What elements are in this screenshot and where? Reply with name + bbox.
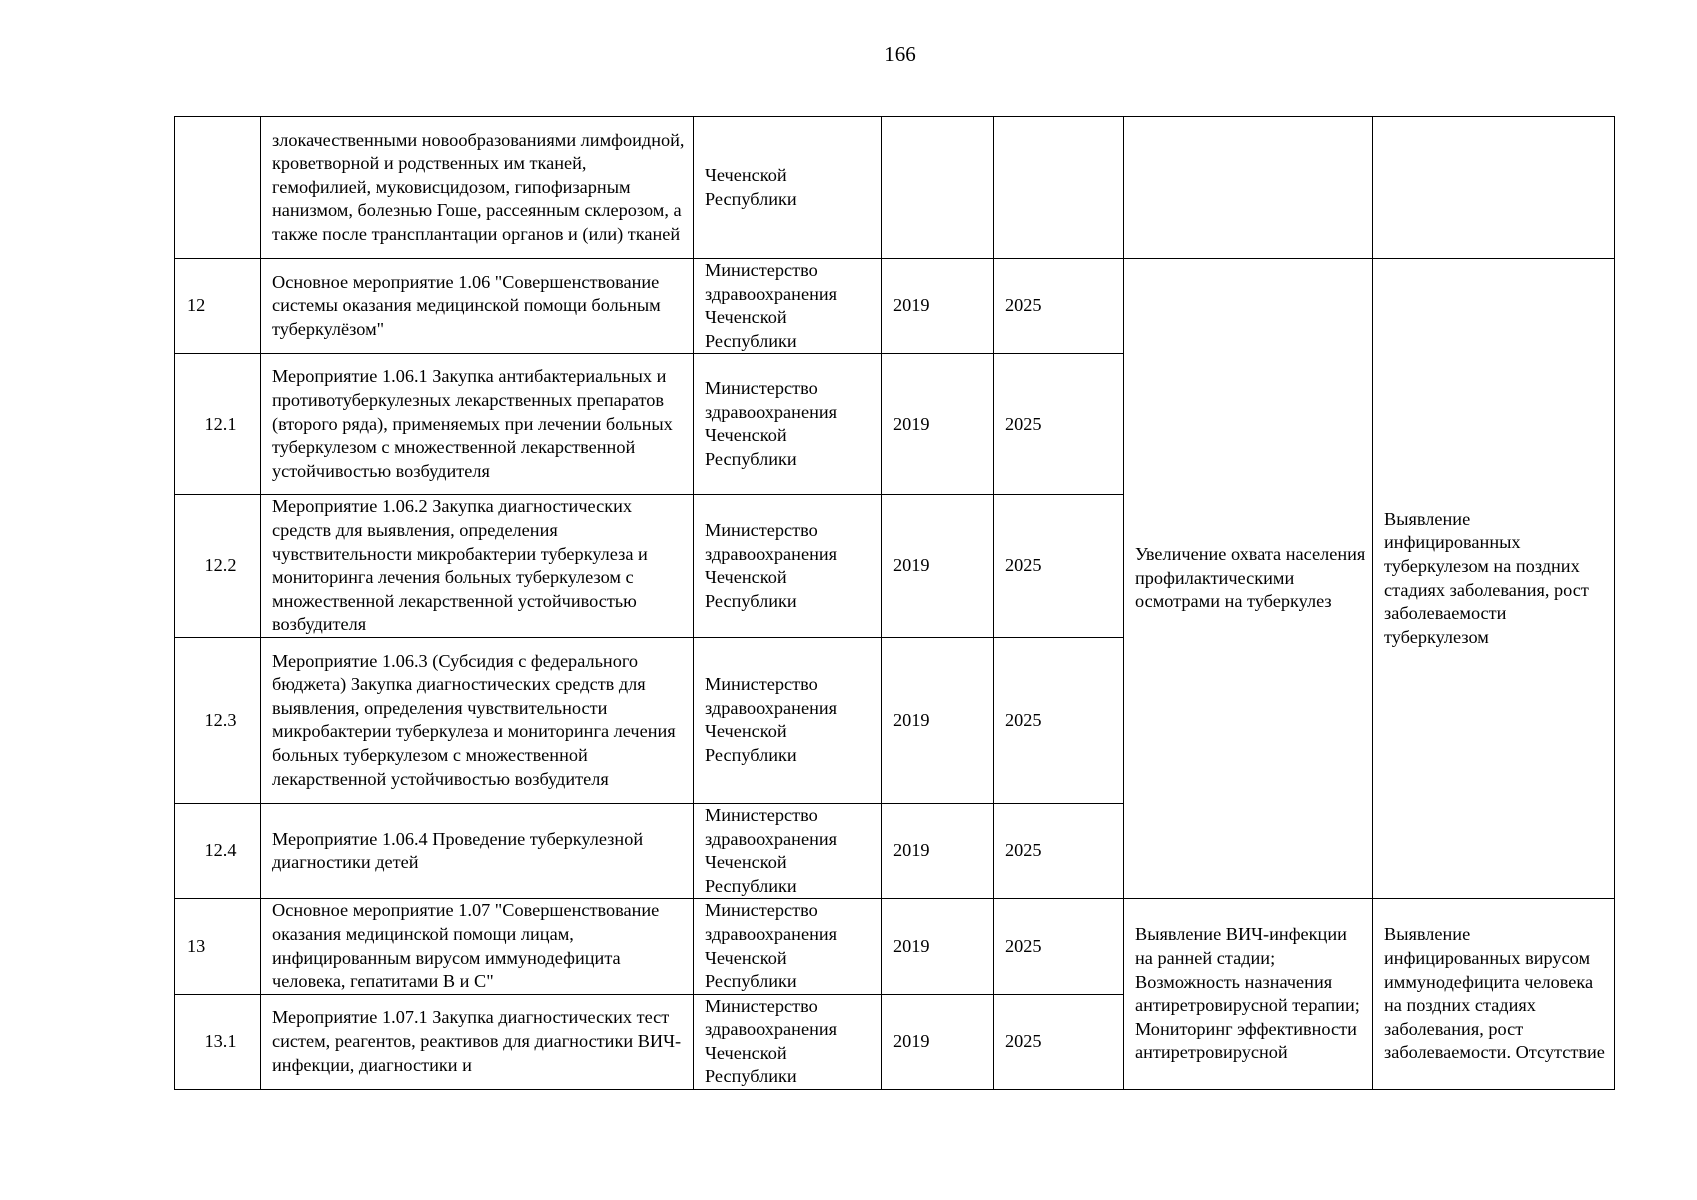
table-row: [175, 259, 1615, 354]
row-number: 13: [175, 899, 261, 994]
start-year: 2019: [882, 637, 994, 803]
risk-consequence: Выявление инфицированных вирусом иммунодефицита человека на поздних стадиях заболевания, рост заболеваемости. Отсутствие: [1373, 899, 1615, 1090]
risk-consequence: [1373, 117, 1615, 259]
end-year: 2025: [994, 259, 1124, 354]
end-year: [994, 117, 1124, 259]
row-number: 12.1: [175, 354, 261, 495]
end-year: 2025: [994, 637, 1124, 803]
measure-title: Мероприятие 1.07.1 Закупка диагностических тест систем, реагентов, реактивов для диагностики ВИЧ-инфекции, диагностики и: [261, 994, 694, 1089]
executor: Чеченской Республики: [694, 117, 882, 259]
end-year: 2025: [994, 495, 1124, 638]
measure-title: Основное мероприятие 1.06 "Совершенствование системы оказания медицинской помощи больным туберкулёзом": [261, 259, 694, 354]
start-year: 2019: [882, 994, 994, 1089]
row-number: 12.3: [175, 637, 261, 803]
row-number: 13.1: [175, 994, 261, 1089]
executor: Министерство здравоохранения Чеченской Республики: [694, 994, 882, 1089]
executor: Министерство здравоохранения Чеченской Республики: [694, 803, 882, 898]
risk-consequence: Выявление инфицированных туберкулезом на поздних стадиях заболевания, рост заболеваемости туберкулезом: [1373, 259, 1615, 899]
start-year: 2019: [882, 495, 994, 638]
measure-title: Мероприятие 1.06.4 Проведение туберкулезной диагностики детей: [261, 803, 694, 898]
row-number: 12.4: [175, 803, 261, 898]
measure-title: Мероприятие 1.06.2 Закупка диагностических средств для выявления, определения чувствительности микробактерии туберкулеза и мониторинга лечения больных туберкулезом с множественной лекарственной устойчивостью возбудителя: [261, 495, 694, 638]
measure-title: Мероприятие 1.06.3 (Субсидия с федерального бюджета) Закупка диагностических средств для выявления, определения чувствительности микробактерии туберкулеза и мониторинга лечения больных туберкулезом с множественной лекарственной устойчивостью возбудителя: [261, 637, 694, 803]
table-row: [175, 899, 1615, 994]
start-year: [882, 117, 994, 259]
measure-title: Основное мероприятие 1.07 "Совершенствование оказания медицинской помощи лицам, инфицированным вирусом иммунодефицита человека, гепатитами B и C": [261, 899, 694, 994]
page-number: 166: [884, 42, 916, 66]
expected-result: Выявление ВИЧ-инфекции на ранней стадии; Возможность назначения антиретровирусной терапии; Мониторинг эффективности антиретровирусной: [1124, 899, 1373, 1090]
end-year: 2025: [994, 899, 1124, 994]
measures-table: [174, 116, 1615, 1090]
end-year: 2025: [994, 354, 1124, 495]
executor: Министерство здравоохранения Чеченской Республики: [694, 899, 882, 994]
start-year: 2019: [882, 899, 994, 994]
row-number: 12.2: [175, 495, 261, 638]
executor: Министерство здравоохранения Чеченской Республики: [694, 495, 882, 638]
expected-result: [1124, 117, 1373, 259]
row-number: 12: [175, 259, 261, 354]
table-row: [175, 117, 1615, 259]
end-year: 2025: [994, 803, 1124, 898]
start-year: 2019: [882, 259, 994, 354]
measure-title: злокачественными новообразованиями лимфоидной, кроветворной и родственных им тканей, гемофилией, муковисцидозом, гипофизарным нанизмом, болезнью Гоше, рассеянным склерозом, а также после трансплантации органов и (или) тканей: [261, 117, 694, 259]
measure-title: Мероприятие 1.06.1 Закупка антибактериальных и противотуберкулезных лекарственных препаратов (второго ряда), применяемых при лечении больных туберкулезом с множественной лекарственной устойчивостью возбудителя: [261, 354, 694, 495]
start-year: 2019: [882, 803, 994, 898]
executor: Министерство здравоохранения Чеченской Республики: [694, 259, 882, 354]
expected-result: Увеличение охвата населения профилактическими осмотрами на туберкулез: [1124, 259, 1373, 899]
executor: Министерство здравоохранения Чеченской Республики: [694, 637, 882, 803]
executor: Министерство здравоохранения Чеченской Республики: [694, 354, 882, 495]
start-year: 2019: [882, 354, 994, 495]
end-year: 2025: [994, 994, 1124, 1089]
row-number: [175, 117, 261, 259]
